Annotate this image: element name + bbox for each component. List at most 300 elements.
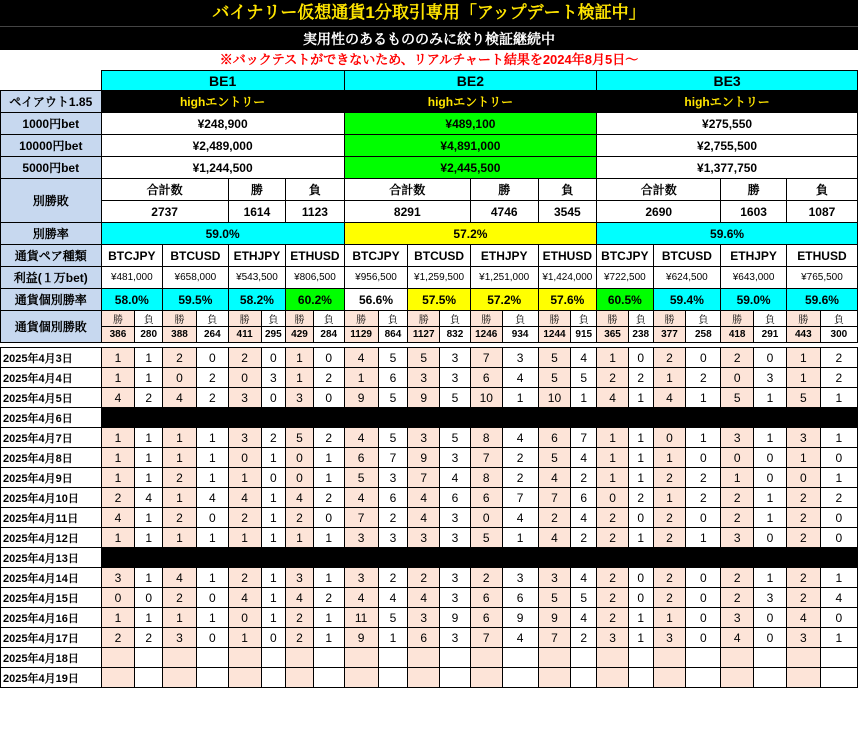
day-win [597, 648, 629, 668]
day-loss [440, 668, 471, 688]
day-loss: 0 [196, 628, 228, 648]
day-win: 2 [786, 568, 820, 588]
profit-value: ¥658,000 [163, 267, 229, 289]
day-loss: 0 [313, 388, 344, 408]
day-win: 4 [344, 488, 378, 508]
win-count: 418 [721, 327, 754, 343]
day-loss: 3 [261, 368, 286, 388]
day-win: 2 [721, 488, 754, 508]
day-loss: 0 [313, 348, 344, 368]
day-loss: 6 [440, 488, 471, 508]
day-win: 4 [538, 468, 571, 488]
day-win: 1 [163, 488, 197, 508]
day-win: 1 [344, 368, 378, 388]
total-value: 2690 [597, 201, 721, 223]
profit-row [1, 267, 858, 289]
pair-rate-value: 59.0% [721, 289, 787, 311]
day-win: 2 [597, 588, 629, 608]
win-char: 勝 [470, 311, 502, 327]
day-win: 3 [786, 628, 820, 648]
day-loss: 4 [440, 468, 471, 488]
day-row [1, 368, 858, 388]
be3-header: BE3 [597, 71, 858, 91]
day-win: 8 [470, 428, 502, 448]
be2-entry: highエントリー [344, 91, 596, 113]
day-win: 1 [163, 608, 197, 628]
day-loss: 0 [628, 588, 653, 608]
day-row [1, 608, 858, 628]
date-cell: 2025年4月6日 [1, 408, 102, 428]
day-loss: 4 [502, 628, 538, 648]
day-loss: 1 [261, 448, 286, 468]
be1-header: BE1 [101, 71, 344, 91]
pair-name: BTCJPY [344, 245, 408, 267]
day-loss: 2 [820, 348, 857, 368]
day-loss: 1 [135, 528, 163, 548]
day-loss: 0 [628, 568, 653, 588]
win-header: 勝 [228, 179, 285, 201]
winrate-value: 59.0% [101, 223, 344, 245]
day-loss: 1 [628, 628, 653, 648]
day-loss: 2 [313, 488, 344, 508]
day-win: 2 [538, 508, 571, 528]
day-win: 11 [344, 608, 378, 628]
day-loss: 2 [313, 368, 344, 388]
day-win: 3 [408, 428, 440, 448]
day-loss [261, 648, 286, 668]
day-win: 2 [653, 528, 686, 548]
day-win: 0 [101, 588, 135, 608]
loss-count: 258 [686, 327, 721, 343]
day-win [228, 668, 261, 688]
winloss-label: 別勝敗 [1, 179, 102, 223]
loss-char: 負 [261, 311, 286, 327]
day-win: 2 [597, 508, 629, 528]
day-win: 2 [408, 568, 440, 588]
day-loss: 4 [135, 488, 163, 508]
day-win: 2 [597, 608, 629, 628]
day-loss: 2 [313, 428, 344, 448]
day-loss [440, 648, 471, 668]
win-char: 勝 [721, 311, 754, 327]
day-row [1, 528, 858, 548]
day-loss: 1 [261, 488, 286, 508]
pair-rate-value: 57.6% [538, 289, 597, 311]
pair-name: BTCUSD [653, 245, 721, 267]
day-loss: 0 [754, 528, 787, 548]
day-loss [754, 648, 787, 668]
win-count: 388 [163, 327, 197, 343]
day-loss: 0 [754, 448, 787, 468]
day-loss: 1 [628, 608, 653, 628]
bet-value: ¥2,489,000 [101, 135, 344, 157]
profit-value: ¥543,500 [228, 267, 285, 289]
loss-header: 負 [538, 179, 597, 201]
day-win: 6 [470, 608, 502, 628]
day-win: 3 [228, 428, 261, 448]
day-loss: 5 [440, 388, 471, 408]
loss-value: 3545 [538, 201, 597, 223]
day-win: 7 [470, 628, 502, 648]
day-loss: 9 [502, 608, 538, 628]
day-row [1, 488, 858, 508]
day-loss: 3 [754, 368, 787, 388]
loss-char: 負 [196, 311, 228, 327]
day-win: 4 [286, 488, 314, 508]
day-win [538, 668, 571, 688]
day-win [163, 648, 197, 668]
day-win: 0 [470, 508, 502, 528]
pair-rate-value: 57.5% [408, 289, 471, 311]
day-loss: 3 [378, 468, 408, 488]
day-win: 2 [163, 508, 197, 528]
day-loss: 2 [135, 388, 163, 408]
day-loss: 5 [571, 368, 597, 388]
day-loss: 0 [261, 388, 286, 408]
day-loss: 1 [628, 448, 653, 468]
win-char: 勝 [163, 311, 197, 327]
day-loss: 6 [502, 588, 538, 608]
day-loss: 0 [135, 588, 163, 608]
loss-count: 864 [378, 327, 408, 343]
day-win: 1 [286, 368, 314, 388]
win-header: 勝 [721, 179, 787, 201]
day-loss: 6 [378, 368, 408, 388]
day-row [1, 508, 858, 528]
bet-value: ¥4,891,000 [344, 135, 596, 157]
day-loss: 4 [571, 508, 597, 528]
loss-count: 915 [571, 327, 597, 343]
day-win: 5 [721, 388, 754, 408]
date-cell: 2025年4月7日 [1, 428, 102, 448]
be1-entry: highエントリー [101, 91, 344, 113]
day-win: 4 [344, 428, 378, 448]
total-header: 合計数 [101, 179, 228, 201]
win-char: 勝 [344, 311, 378, 327]
date-cell: 2025年4月4日 [1, 368, 102, 388]
day-loss: 6 [571, 488, 597, 508]
win-value: 4746 [470, 201, 538, 223]
date-cell: 2025年4月13日 [1, 548, 102, 568]
day-loss: 0 [628, 348, 653, 368]
day-loss: 1 [628, 528, 653, 548]
day-win: 1 [653, 448, 686, 468]
day-win: 0 [163, 368, 197, 388]
day-win: 4 [653, 388, 686, 408]
day-loss [571, 668, 597, 688]
win-char: 勝 [286, 311, 314, 327]
day-loss [686, 668, 721, 688]
loss-count: 264 [196, 327, 228, 343]
win-char: 勝 [228, 311, 261, 327]
day-loss: 1 [502, 388, 538, 408]
day-loss: 2 [502, 448, 538, 468]
day-loss [628, 668, 653, 688]
day-win: 4 [101, 388, 135, 408]
win-char: 勝 [597, 311, 629, 327]
win-char: 勝 [538, 311, 571, 327]
day-win: 4 [408, 508, 440, 528]
total-value: 8291 [344, 201, 470, 223]
day-win: 3 [408, 608, 440, 628]
day-win: 2 [721, 348, 754, 368]
day-win: 0 [228, 608, 261, 628]
day-loss: 1 [135, 448, 163, 468]
day-loss: 4 [571, 568, 597, 588]
day-loss: 1 [313, 628, 344, 648]
day-loss: 2 [196, 368, 228, 388]
loss-char: 負 [440, 311, 471, 327]
date-cell: 2025年4月14日 [1, 568, 102, 588]
day-loss: 0 [754, 348, 787, 368]
loss-value: 1087 [786, 201, 857, 223]
day-loss: 2 [378, 568, 408, 588]
day-loss: 1 [628, 388, 653, 408]
day-loss: 0 [686, 508, 721, 528]
day-win: 1 [786, 368, 820, 388]
day-win: 0 [286, 448, 314, 468]
day-loss: 1 [313, 608, 344, 628]
day-loss: 2 [571, 468, 597, 488]
day-loss: 1 [261, 588, 286, 608]
day-win: 4 [101, 508, 135, 528]
day-loss: 5 [378, 608, 408, 628]
day-win: 1 [653, 368, 686, 388]
pair-rate-value: 59.5% [163, 289, 229, 311]
day-win: 2 [286, 508, 314, 528]
day-loss: 2 [135, 628, 163, 648]
day-win: 4 [597, 388, 629, 408]
day-loss: 1 [378, 628, 408, 648]
day-win: 1 [228, 528, 261, 548]
total-header: 合計数 [597, 179, 721, 201]
day-win: 7 [538, 488, 571, 508]
day-win [286, 668, 314, 688]
day-loss: 4 [820, 588, 857, 608]
day-win: 3 [653, 628, 686, 648]
closed-day [101, 548, 857, 568]
day-win [786, 648, 820, 668]
date-cell: 2025年4月8日 [1, 448, 102, 468]
loss-count: 284 [313, 327, 344, 343]
day-loss: 1 [754, 568, 787, 588]
day-win: 3 [786, 428, 820, 448]
day-win [721, 648, 754, 668]
results-table [0, 70, 858, 688]
day-loss: 1 [820, 428, 857, 448]
day-win: 4 [344, 348, 378, 368]
day-loss: 3 [440, 568, 471, 588]
day-win: 4 [408, 588, 440, 608]
win-char: 勝 [101, 311, 135, 327]
day-win: 5 [538, 448, 571, 468]
day-loss: 2 [196, 388, 228, 408]
day-win: 2 [653, 568, 686, 588]
bet-value: ¥2,445,500 [344, 157, 596, 179]
profit-value: ¥1,251,000 [470, 267, 538, 289]
winrate-row [1, 223, 858, 245]
day-win: 10 [470, 388, 502, 408]
day-loss: 1 [313, 468, 344, 488]
day-loss: 2 [378, 508, 408, 528]
day-loss: 1 [686, 528, 721, 548]
day-win [163, 668, 197, 688]
page-title: バイナリー仮想通貨1分取引専用「アップデート検証中」 [0, 0, 858, 26]
day-win: 1 [597, 348, 629, 368]
day-win: 0 [721, 368, 754, 388]
day-win: 3 [538, 568, 571, 588]
pair-rate-value: 60.5% [597, 289, 653, 311]
day-win: 4 [163, 388, 197, 408]
day-win: 2 [653, 348, 686, 368]
day-win: 0 [786, 468, 820, 488]
day-win: 9 [408, 388, 440, 408]
day-loss: 3 [440, 348, 471, 368]
page-subtitle: 実用性のあるもののみに絞り検証継続中 [0, 26, 858, 51]
day-loss: 2 [571, 628, 597, 648]
day-win: 1 [101, 348, 135, 368]
day-win: 1 [786, 448, 820, 468]
date-cell: 2025年4月18日 [1, 648, 102, 668]
day-loss: 9 [440, 608, 471, 628]
day-loss: 3 [440, 528, 471, 548]
day-win [597, 668, 629, 688]
day-loss [313, 648, 344, 668]
day-win [101, 648, 135, 668]
day-win: 2 [470, 568, 502, 588]
day-loss: 1 [820, 628, 857, 648]
day-win [408, 648, 440, 668]
win-char: 勝 [653, 311, 686, 327]
day-loss [628, 648, 653, 668]
loss-count: 300 [820, 327, 857, 343]
loss-count: 238 [628, 327, 653, 343]
day-loss [313, 668, 344, 688]
day-loss [820, 668, 857, 688]
profit-value: ¥1,259,500 [408, 267, 471, 289]
day-loss: 2 [628, 488, 653, 508]
day-loss [571, 648, 597, 668]
day-win: 2 [286, 628, 314, 648]
day-win: 0 [286, 468, 314, 488]
day-loss: 4 [502, 428, 538, 448]
pair-name: ETHUSD [786, 245, 857, 267]
day-row [1, 668, 858, 688]
day-win: 2 [163, 348, 197, 368]
day-win: 5 [786, 388, 820, 408]
day-win: 6 [344, 448, 378, 468]
day-row [1, 588, 858, 608]
bet-value: ¥1,377,750 [597, 157, 858, 179]
day-win: 1 [228, 628, 261, 648]
total-value: 2737 [101, 201, 228, 223]
day-loss: 0 [686, 348, 721, 368]
day-win: 4 [228, 488, 261, 508]
date-cell: 2025年4月15日 [1, 588, 102, 608]
day-loss: 1 [820, 568, 857, 588]
day-loss: 3 [440, 628, 471, 648]
day-loss: 3 [440, 588, 471, 608]
day-loss: 1 [135, 368, 163, 388]
day-loss: 2 [502, 468, 538, 488]
win-count: 386 [101, 327, 135, 343]
total-header: 合計数 [344, 179, 470, 201]
day-win: 2 [786, 488, 820, 508]
loss-count: 832 [440, 327, 471, 343]
day-loss: 1 [135, 608, 163, 628]
day-win: 5 [286, 428, 314, 448]
pair-name: BTCJPY [597, 245, 653, 267]
win-header: 勝 [470, 179, 538, 201]
day-loss: 1 [135, 508, 163, 528]
day-win: 2 [286, 608, 314, 628]
profit-value: ¥956,500 [344, 267, 408, 289]
day-win: 9 [408, 448, 440, 468]
pair-name: BTCJPY [101, 245, 163, 267]
bet-row [1, 135, 858, 157]
day-win: 1 [101, 368, 135, 388]
profit-value: ¥722,500 [597, 267, 653, 289]
day-win: 0 [228, 448, 261, 468]
day-win: 9 [538, 608, 571, 628]
day-loss: 1 [196, 468, 228, 488]
loss-char: 負 [571, 311, 597, 327]
day-loss: 5 [378, 388, 408, 408]
day-row [1, 628, 858, 648]
winrate-value: 57.2% [344, 223, 596, 245]
day-win: 3 [721, 608, 754, 628]
day-win [721, 668, 754, 688]
day-win: 1 [653, 488, 686, 508]
day-win: 6 [470, 368, 502, 388]
day-win: 0 [597, 488, 629, 508]
day-loss: 1 [686, 388, 721, 408]
day-win: 2 [653, 588, 686, 608]
day-row [1, 568, 858, 588]
day-loss: 1 [754, 508, 787, 528]
day-loss: 0 [754, 628, 787, 648]
day-loss: 5 [378, 348, 408, 368]
day-loss: 1 [135, 568, 163, 588]
entry-row [1, 91, 858, 113]
day-row [1, 408, 858, 428]
day-row [1, 548, 858, 568]
loss-count: 295 [261, 327, 286, 343]
day-loss: 0 [686, 628, 721, 648]
winrate-value: 59.6% [597, 223, 858, 245]
day-loss: 1 [261, 528, 286, 548]
day-win: 2 [786, 508, 820, 528]
day-win: 1 [228, 468, 261, 488]
day-win [538, 648, 571, 668]
day-loss: 1 [135, 348, 163, 368]
day-loss: 2 [571, 528, 597, 548]
day-loss: 0 [196, 508, 228, 528]
day-win: 3 [408, 368, 440, 388]
day-loss: 1 [686, 428, 721, 448]
pair-rate-value: 59.6% [786, 289, 857, 311]
day-loss: 1 [196, 428, 228, 448]
day-win: 7 [470, 348, 502, 368]
loss-value: 1123 [286, 201, 345, 223]
day-loss: 0 [754, 608, 787, 628]
loss-char: 負 [628, 311, 653, 327]
day-win: 0 [228, 368, 261, 388]
day-loss: 1 [628, 428, 653, 448]
pair-name: ETHJPY [228, 245, 285, 267]
day-win: 5 [538, 588, 571, 608]
date-cell: 2025年4月3日 [1, 348, 102, 368]
